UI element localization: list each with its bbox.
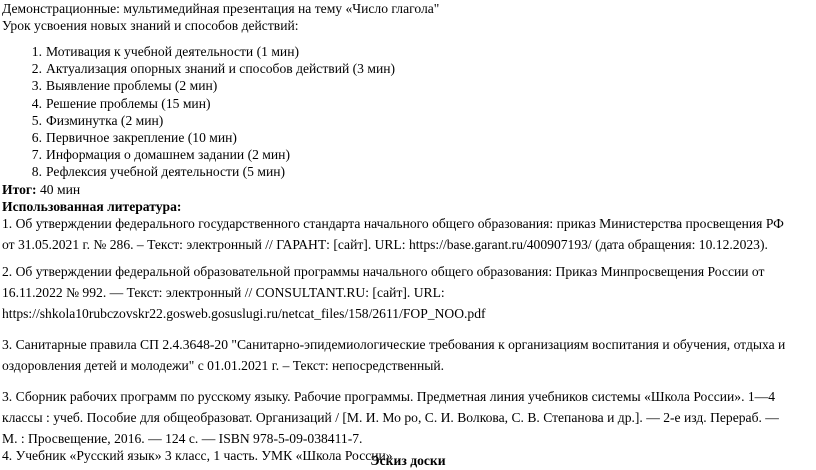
list-item: 2. Актуализация опорных знаний и способов действий (3 мин) [31, 61, 396, 77]
total-line [2, 181, 814, 198]
total-label: Итог: [2, 181, 37, 197]
lesson-stages-list [28, 43, 814, 181]
list-item: 4. Решение проблемы (15 мин) [31, 95, 211, 111]
reference-2: 2. Об утверждении федеральной образовательной программы начального общего образования: Приказ Минпросвещения России от 16.11.2022 № 992. — Текст: электронный // CONSULTANT.RU: [сайт]. URL: https://shkola10rubczovskr22.gosweb.gosuslugi.ru/netcat_files/158/2611/FOP_NOO.pdf [2, 263, 765, 321]
lesson-type-line: Урок усвоения новых знаний и способов действий: [2, 18, 299, 33]
board-sketch-title: Эскиз доски [370, 453, 446, 468]
reference-3: 3. Санитарные правила СП 2.4.3648-20 "Санитарно-эпидемиологические требования к организациям воспитания и обучения, отдыха и оздоровления детей и молодежи" с 01.01.2021 г. – Текст: непосредственный. [2, 336, 786, 373]
literature-heading: Использованная литература: [2, 198, 182, 214]
list-item: 5. Физминутка (2 мин) [31, 112, 164, 128]
document-page [2, 0, 814, 464]
total-value: 40 мин [39, 181, 81, 197]
demo-line: Демонстрационные: мультимедийная презентация на тему «Число глагола" [2, 1, 440, 16]
reference-5: 4. Учебник «Русский язык» 3 класс, 1 часть. УМК «Школа России» [2, 447, 393, 463]
reference-1: 1. Об утверждении федерального государственного стандарта начального общего образования: приказ Министерства просвещения РФ от 31.05.2021 г. № 286. – Текст: электронный // ГАРАНТ: [сайт]. URL: https://base.garant.ru/400907193/ (дата обращения: 10.12.2023). [2, 215, 784, 252]
list-item: 8. Рефлексия учебной деятельности (5 мин) [31, 164, 286, 180]
list-item: 3. Выявление проблемы (2 мин) [31, 78, 218, 94]
list-item: 7. Информация о домашнем задании (2 мин) [31, 147, 290, 163]
reference-4: 3. Сборник рабочих программ по русскому языку. Рабочие программы. Предметная линия учебников системы «Школа России». 1—4 классы : учеб. Пособие для общеобразоват. Организаций / [М. И. Мо ро, С. И. Волкова, С. В. Степанова и др.]. — 2-е изд. Перераб. — М. : Просвещение, 2016. — 124 с. — ISBN 978-5-09-038411-7. [2, 388, 779, 446]
list-item: 6. Первичное закрепление (10 мин) [31, 130, 237, 146]
list-item: 1. Мотивация к учебной деятельности (1 мин) [31, 44, 300, 59]
